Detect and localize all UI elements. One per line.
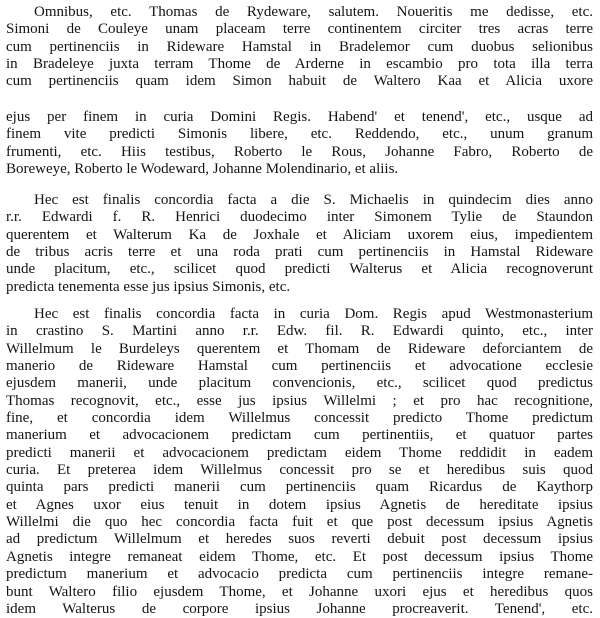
text-line: ejusdem manerii, unde placitum convencionis, etc., scilicet quod predictus	[6, 375, 593, 392]
text-line: unde placitum, etc., scilicet quod predicti Walterus et Alicia recognoverunt	[6, 261, 593, 278]
text-line: idem Walterus de corpore ipsius Johanne procreaverit. Tenend', etc.	[6, 600, 593, 617]
text-line: Thomas recognovit, etc., esse jus ipsius Willelmi ; et pro hac recognitione,	[6, 392, 593, 409]
text-line: predictum manerium et advocacio predicta cum pertinenciis integre remane-	[6, 566, 593, 583]
text-line: bunt Waltero filio ejusdem Thome, et Johanne uxori ejus et heredibus quos	[6, 583, 593, 600]
text-line: cum pertinenciis in Rideware Hamstal in Bradelemor cum duobus selionibus	[6, 38, 593, 55]
text-line: curia. Et preterea idem Willelmus concessit pro se et heredibus suis quod	[6, 462, 593, 479]
text-line: Boreweye, Roberto le Wodeward, Johanne Molendinario, et aliis.	[6, 161, 399, 178]
text-line: ad predictum Willelmum et heredes suos reverti debuit post decessum ipsius	[6, 531, 593, 548]
text-line: finem vite predicti Simonis libere, etc. Reddendo, etc., unum granum	[6, 126, 593, 143]
text-line: Hec est finalis concordia facta a die S. Michaelis in quindecim dies anno	[34, 192, 593, 208]
text-line: Simoni de Couleye unam placeam terre continentem circiter tres acras terre	[6, 21, 593, 38]
text-line: r.r. Edwardi f. R. Henrici duodecimo inter Simonem Tylie de Staundon	[6, 209, 593, 226]
paragraph-final-concord-2	[6, 306, 593, 618]
text-line: manerio de Rideware Hamstal cum pertinenciis et advocatione ecclesie	[6, 358, 593, 375]
text-line: Omnibus, etc. Thomas de Rydeware, salutem. Noueritis me dedisse, etc.	[34, 4, 593, 20]
text-line: de tribus acris terre et una roda prati cum pertinenciis in Hamstal Rideware	[6, 244, 593, 261]
text-line: querentem et Walterum Ka de Joxhale et Aliciam uxorem eius, impedientem	[6, 226, 593, 243]
text-line: predicta tenementa esse jus ipsius Simonis, etc.	[6, 278, 291, 295]
text-line: Agnetis integre remaneat eidem Thome, etc. Et post decessum ipsius Thome	[6, 548, 593, 565]
text-line: in crastino S. Martini anno r.r. Edw. fil. R. Edwardi quinto, etc., inter	[6, 323, 593, 340]
text-line: Hec est finalis concordia facta in curia Dom. Regis apud Westmonasterium	[34, 306, 593, 322]
text-line: ejus per finem in curia Domini Regis. Habend' et tenend', etc., usque ad	[6, 109, 593, 125]
text-line: in Bradeleye juxta terram Thome de Arderne in escambio pro tota illa terra	[6, 56, 593, 73]
text-line: frumenti, etc. Hiis testibus, Roberto le Rous, Johanne Fabro, Roberto de	[6, 143, 593, 160]
text-line: et Agnes uxor eius tenuit in dotem ipsius Agnetis de hereditate ipsius	[6, 496, 593, 513]
paragraph-grant	[6, 4, 593, 91]
text-line: predicti manerii et advocacionem predictam eidem Thome reddidit in eadem	[6, 444, 593, 461]
text-line: fine, et concordia idem Willelmus concessit predicto Thome predictum	[6, 410, 593, 427]
paragraph-grant-continued	[6, 109, 593, 178]
text-line: cum pertinenciis quam idem Simon habuit de Waltero Kaa et Alicia uxore	[6, 73, 593, 90]
text-line: manerium et advocacionem predictam cum pertinentiis, et quatuor partes	[6, 427, 593, 444]
text-line: quinta pars predicti manerii cum pertinenciis quam Ricardus de Kaythorp	[6, 479, 593, 496]
paragraph-final-concord-1	[6, 192, 593, 296]
text-line: Willelmi die quo hec concordia facta fuit et que post decessum ipsius Agnetis	[6, 514, 593, 531]
text-line: Willelmum le Burdeleys querentem et Thomam de Rideware deforciantem de	[6, 340, 593, 357]
